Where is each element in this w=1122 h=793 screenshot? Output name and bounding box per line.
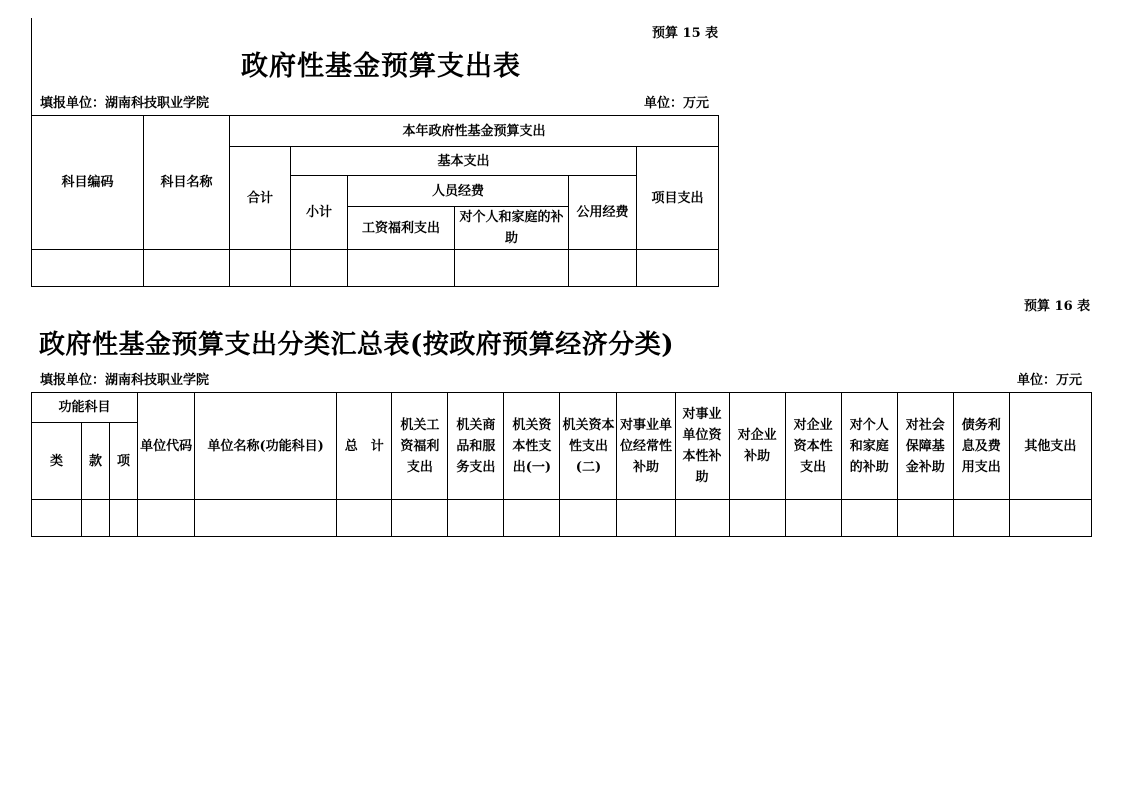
header-c8: 对企业资本性支出 [785, 393, 841, 500]
table16-tag: 预算 16 表 [1024, 299, 1091, 314]
header-year-expense: 本年政府性基金预算支出 [230, 116, 719, 147]
table-cell [455, 250, 569, 287]
table-cell [138, 500, 195, 537]
table-cell [291, 250, 348, 287]
header-project-expense: 项目支出 [637, 147, 719, 250]
table15-title: 政府性基金预算支出表 [241, 51, 521, 82]
header-total: 合计 [230, 147, 291, 250]
header-c4: 机关资本性支出(二) [560, 393, 617, 500]
header-c9: 对个人和家庭的补助 [841, 393, 897, 500]
header-c1: 机关工资福利支出 [392, 393, 448, 500]
table-cell [348, 250, 455, 287]
header-c3: 机关资本性支出(一) [504, 393, 560, 500]
table16-money-unit: 单位：万元 [1017, 373, 1083, 388]
table-cell [953, 500, 1009, 537]
table-cell [448, 500, 504, 537]
table15-money-unit: 单位：万元 [644, 96, 710, 111]
header-public-expense: 公用经费 [569, 176, 637, 250]
header-subtotal: 小计 [291, 176, 348, 250]
table15-tag: 预算 15 表 [652, 26, 719, 41]
table-cell [637, 250, 719, 287]
table-cell [569, 250, 637, 287]
header-kuan: 款 [82, 423, 110, 500]
header-unit-name: 单位名称(功能科目) [195, 393, 337, 500]
table-cell [841, 500, 897, 537]
table-cell [337, 500, 392, 537]
header-subject-code: 科目编码 [32, 116, 144, 250]
table16-title: 政府性基金预算支出分类汇总表(按政府预算经济分类) [39, 330, 675, 360]
table-cell [82, 500, 110, 537]
header-wage-welfare: 工资福利支出 [348, 207, 455, 250]
table-cell [144, 250, 230, 287]
header-c11: 债务利息及费用支出 [953, 393, 1009, 500]
table15-fill-unit: 填报单位：湖南科技职业学院 [40, 96, 210, 111]
header-xiang: 项 [110, 423, 138, 500]
table15-grid [31, 115, 719, 287]
header-c2: 机关商品和服务支出 [448, 393, 504, 500]
table-cell [392, 500, 448, 537]
header-lei: 类 [32, 423, 82, 500]
header-c7: 对企业补助 [729, 393, 785, 500]
header-c6: 对事业单位资本性补助 [675, 393, 729, 500]
table-cell [504, 500, 560, 537]
table-cell [675, 500, 729, 537]
header-subject-name: 科目名称 [144, 116, 230, 250]
table-row [32, 500, 1092, 537]
header-basic-expense: 基本支出 [291, 147, 637, 176]
table-cell [1009, 500, 1091, 537]
table16-grid [31, 392, 1092, 537]
table-cell [560, 500, 617, 537]
table-cell [897, 500, 953, 537]
header-family-subsidy: 对个人和家庭的补助 [455, 207, 569, 250]
header-c10: 对社会保障基金补助 [897, 393, 953, 500]
table16-fill-unit: 填报单位：湖南科技职业学院 [40, 373, 210, 388]
table-cell [32, 500, 82, 537]
table-cell [32, 250, 144, 287]
header-c12: 其他支出 [1009, 393, 1091, 500]
header-c5: 对事业单位经常性补助 [617, 393, 675, 500]
table-cell [195, 500, 337, 537]
table-row [32, 250, 719, 287]
table-cell [110, 500, 138, 537]
header-personnel: 人员经费 [348, 176, 569, 207]
header-grand-total: 总 计 [337, 393, 392, 500]
table-cell [230, 250, 291, 287]
table-cell [729, 500, 785, 537]
table-cell [617, 500, 675, 537]
table-cell [785, 500, 841, 537]
header-function-subject: 功能科目 [32, 393, 138, 423]
left-margin-line [31, 18, 32, 118]
header-unit-code: 单位代码 [138, 393, 195, 500]
